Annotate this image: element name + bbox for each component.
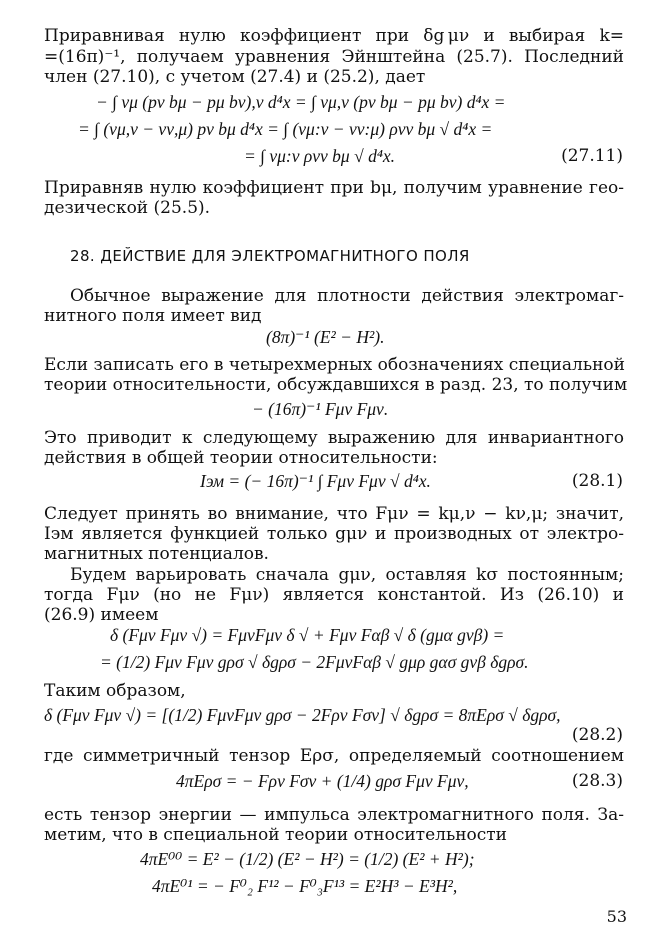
- equation-line: = ∫ (vμ,ν − vν,μ) pν bμ d⁴x = ∫ (vμ:ν − vν:μ) ρvν bμ √ d⁴x =: [78, 119, 493, 139]
- equation-line: 4πE⁰⁰ = E² − (1/2) (E² − H²) = (1/2) (E² + H²);: [140, 849, 475, 869]
- equation-number: (27.11): [561, 146, 623, 166]
- equation-line: 4πEρσ = − Fρν Fσν + (1/4) gρσ Fμν Fμν,: [176, 771, 469, 791]
- equation-line: = ∫ vμ:ν ρvν bμ √ d⁴x.: [244, 146, 396, 166]
- equation-line: Iэм = (− 16π)⁻¹ ∫ Fμν Fμν √ d⁴x.: [200, 471, 431, 491]
- text-line: Приравняв нулю коэффициент при bμ, получим уравнение гео-: [44, 178, 624, 198]
- text-line: метим, что в специальной теории относительности: [44, 825, 508, 845]
- text-line: есть тензор энергии — импульса электромагнитного поля. За-: [44, 805, 624, 825]
- text-line: Если записать его в четырехмерных обозначениях специальной: [44, 355, 625, 375]
- equation-line: 4πE⁰¹ = − F⁰₂ F¹² − F⁰₃F¹³ = E²H³ − E³H²,: [152, 876, 458, 896]
- text-line: тогда Fμν (но не Fμν) является константой. Из (26.10) и: [44, 585, 624, 605]
- text-line: Обычное выражение для плотности действия электромаг-: [70, 286, 624, 306]
- equation-line: − (16π)⁻¹ Fμν Fμν.: [252, 399, 389, 419]
- equation-line: − ∫ vμ (pν bμ − pμ bν),ν d⁴x = ∫ vμ,ν (pν bμ − pμ bν) d⁴x =: [96, 92, 506, 112]
- equation-number: (28.1): [571, 471, 623, 491]
- equation-number: (28.3): [571, 771, 623, 791]
- equation-line: = (1/2) Fμν Fμν gρσ √ δgρσ − 2FμνFαβ √ gμρ gασ gνβ δgρσ.: [100, 652, 529, 672]
- text-line: нитного поля имеет вид: [44, 306, 262, 326]
- text-line: Следует принять во внимание, что Fμν = kμ,ν − kν,μ; значит,: [44, 504, 624, 524]
- text-line: где симметричный тензор Eρσ, определяемый соотношением: [44, 746, 624, 766]
- equation-line: δ (Fμν Fμν √) = FμνFμν δ √ + Fμν Fαβ √ δ (gμα gνβ) =: [110, 625, 505, 645]
- text-line: Будем варьировать сначала gμν, оставляя kσ постоянным;: [70, 565, 624, 585]
- text-line: =(16π)⁻¹, получаем уравнения Эйнштейна (25.7). Последний: [44, 47, 624, 67]
- section-heading: 28. ДЕЙСТВИЕ ДЛЯ ЭЛЕКТРОМАГНИТНОГО ПОЛЯ: [70, 247, 470, 265]
- equation-line: (8π)⁻¹ (E² − H²).: [266, 327, 385, 347]
- text-line: магнитных потенциалов.: [44, 544, 269, 564]
- text-line: действия в общей теории относительности:: [44, 448, 438, 468]
- equation-line: δ (Fμν Fμν √) = [(1/2) FμνFμν gρσ − 2Fρν Fσν] √ δgρσ = 8πEρσ √ δgρσ,: [44, 705, 561, 725]
- text-line: Iэм является функцией только gμν и производных от электро-: [44, 524, 624, 544]
- equation-number: (28.2): [571, 725, 623, 745]
- text-line: член (27.10), с учетом (27.4) и (25.2), дает: [44, 67, 426, 87]
- text-line: Таким образом,: [44, 681, 186, 701]
- text-line: дезической (25.5).: [44, 198, 211, 218]
- text-line: Это приводит к следующему выражению для инвариантного: [44, 428, 624, 448]
- text-line: (26.9) имеем: [44, 605, 159, 625]
- page-number: 53: [606, 907, 627, 926]
- text-line: Приравнивая нулю коэффициент при δg μν и выбирая k=: [44, 26, 624, 46]
- text-line: теории относительности, обсуждавшихся в разд. 23, то получим: [44, 375, 628, 395]
